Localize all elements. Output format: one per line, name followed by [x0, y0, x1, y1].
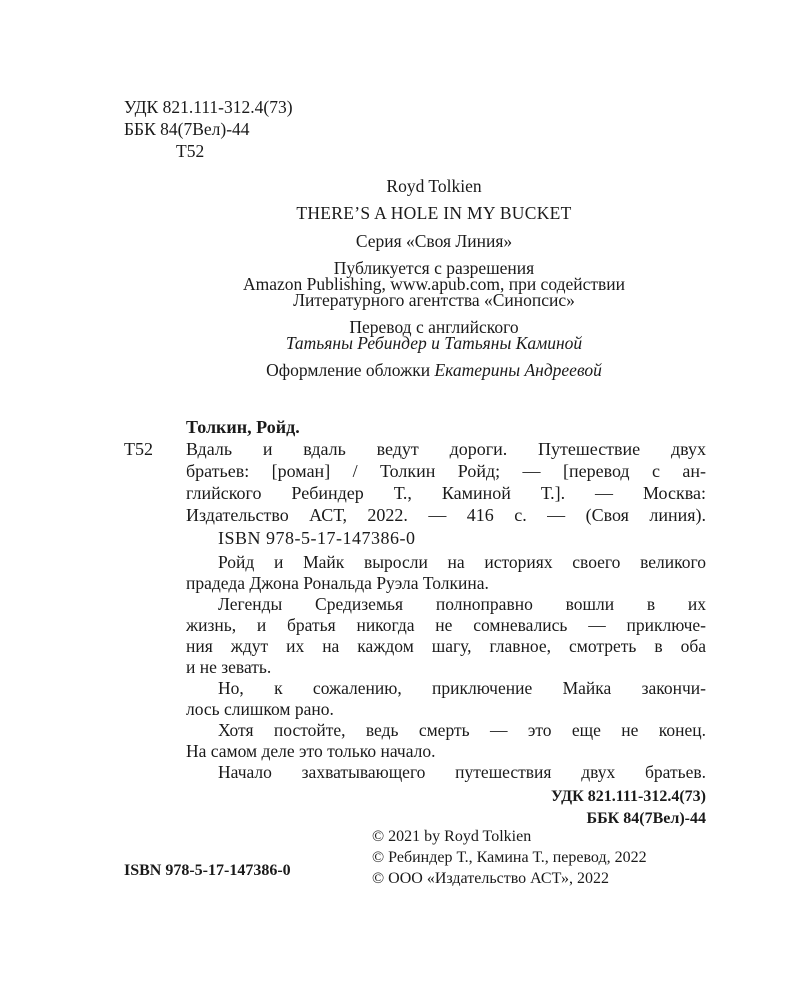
author-sign: Т52: [176, 141, 205, 161]
classification-codes: [124, 96, 293, 162]
cover-credit: [150, 360, 718, 381]
annotation-line-3: Легенды Средиземья полноправно вошли в их: [218, 594, 706, 614]
annotation-line-8: лось слишком рано.: [186, 699, 334, 719]
translation-label: Перевод с английского: [349, 317, 519, 337]
bbk-code: ББК 84(7Вел)-44: [124, 119, 250, 139]
translators: Татьяны Ребиндер и Татьяны Каминой: [285, 333, 583, 353]
annotation-line-11: Начало захватывающего путешествия двух братьев.: [218, 762, 706, 782]
copyright-line-3: © ООО «Издательство АСТ», 2022: [372, 870, 609, 887]
annotation-line-10: На самом деле это только начало.: [186, 741, 436, 761]
original-title: THERE’S A HOLE IN MY BUCKET: [296, 203, 572, 223]
series-line: Серия «Своя Линия»: [355, 231, 513, 251]
bib-line-2: братьев: [роман] / Толкин Ройд; — [перевод с ан-: [186, 461, 706, 481]
cover-designer: Екатерины Андреевой: [434, 360, 602, 380]
permission-line-1: Публикуется с разрешения: [333, 258, 535, 278]
right-bbk-code: ББК 84(7Вел)-44: [586, 810, 706, 827]
copyright-block: [372, 826, 647, 889]
bib-line-1: Вдаль и вдаль ведут дороги. Путешествие двух: [186, 439, 706, 459]
cover-label: Оформление обложки: [266, 360, 431, 380]
right-udk-code: УДК 821.111-312.4(73): [551, 788, 706, 805]
bib-author: Толкин, Ройд.: [186, 417, 300, 437]
copyright-line-2: © Ребиндер Т., Камина Т., перевод, 2022: [372, 849, 647, 866]
annotation-line-5: ния ждут их на каждом шагу, главное, смотреть в оба: [186, 636, 706, 656]
udk-code: УДК 821.111-312.4(73): [124, 97, 293, 117]
annotation-line-2: прадеда Джона Рональда Руэла Толкина.: [186, 573, 489, 593]
original-author: Royd Tolkien: [386, 176, 482, 196]
bib-sign: Т52: [124, 439, 153, 459]
bib-line-4: Издательство АСТ, 2022. — 416 с. — (Своя линия).: [186, 505, 706, 525]
annotation-line-4: жизнь, и братья никогда не сомневались — приключе-: [186, 615, 706, 635]
bib-line-3: глийского Ребиндер Т., Каминой Т.]. — Москва:: [186, 483, 706, 503]
bib-isbn: ISBN 978-5-17-147386-0: [218, 528, 416, 548]
annotation-line-6: и не зевать.: [186, 657, 272, 677]
annotation-line-9: Хотя постойте, ведь смерть — это еще не конец.: [218, 720, 706, 740]
annotation-line-7: Но, к сожалению, приключение Майка закончи-: [218, 678, 706, 698]
isbn-bottom: ISBN 978-5-17-147386-0: [124, 862, 291, 879]
copyright-line-1: © 2021 by Royd Tolkien: [372, 828, 532, 845]
permission-line-3: Литературного агентства «Синопсис»: [293, 290, 575, 310]
permission-line-2: Amazon Publishing, www.apub.com, при содействии: [242, 274, 626, 294]
annotation-line-1: Ройд и Майк выросли на историях своего великого: [218, 552, 706, 572]
right-codes: [505, 786, 706, 830]
